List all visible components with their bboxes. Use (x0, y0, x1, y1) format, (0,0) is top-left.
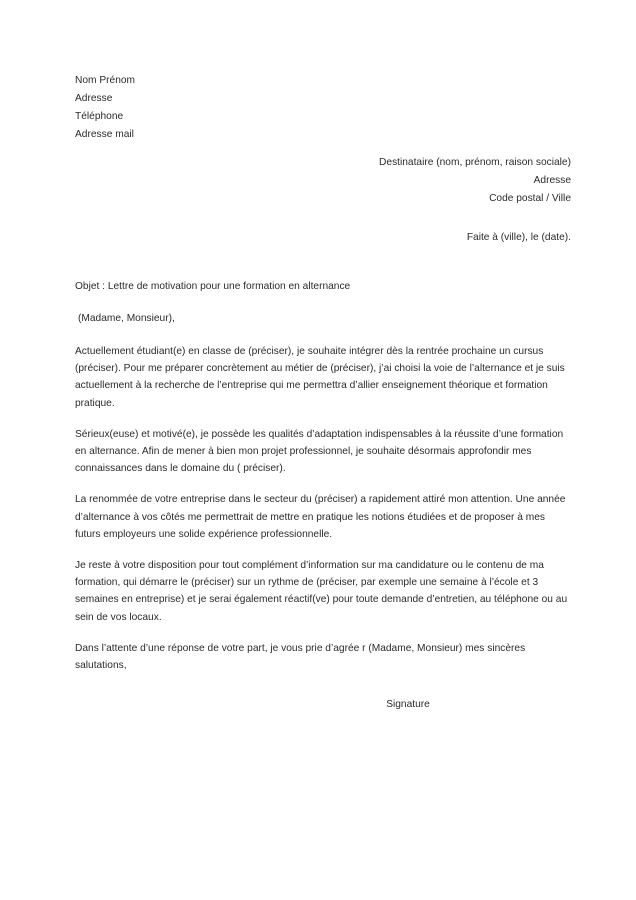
sender-address: Adresse (75, 93, 113, 104)
signature-label: Signature (386, 699, 430, 711)
letter-content (75, 72, 571, 713)
sender-name: Nom Prénom (75, 75, 136, 86)
body-paragraph: Dans l’attente d’une réponse de votre part, je vous prie d’agrée r (Madame, Monsieur) mes sincères salutations, (75, 642, 526, 672)
salutation-line: (Madame, Monsieur), (78, 313, 175, 324)
body-paragraph: La renommée de votre entreprise dans le secteur du (préciser) a rapidement attiré mon attention. Une année d’alternance à vos côtés me permettrait de mettre en pratique les notions étudiées et de proposer à mes futurs employeurs une solide expérience professionnelle. (75, 494, 566, 540)
letter-body (75, 343, 571, 674)
place-and-date: Faite à (ville), le (date). (466, 232, 571, 243)
recipient-address: Adresse (533, 175, 571, 186)
recipient-name: Destinataire (nom, prénom, raison sociale) (379, 157, 571, 168)
sender-phone: Téléphone (75, 111, 124, 122)
subject-line: Objet : Lettre de motivation pour une formation en alternance (75, 281, 351, 292)
body-paragraph: Sérieux(euse) et motivé(e), je possède les qualités d’adaptation indispensables à la réussite d’une formation en alternance. Afin de mener à bien mon projet professionnel, je souhaite désormais approfondir mes connaissances dans le domaine du ( préciser). (75, 428, 564, 475)
body-paragraph: Je reste à votre disposition pour tout complément d’information sur ma candidature ou le contenu de ma formation, qui démarre le (préciser) sur un rythme de (préciser, par exemple une semaine à l’école et 3 semaines en entreprise) et je serai également réactif(ve) pour toute demande d’entretien, au téléphone ou au sein de vos locaux. (75, 560, 568, 623)
body-paragraph: Actuellement étudiant(e) en classe de (préciser), je souhaite intégrer dès la rentrée prochaine un cursus (préciser). Pour me préparer concrètement au métier de (préciser), j’ai choisi la voie de l’alternance et je suis actuellement à la recherche de l’entreprise qui me permettra d’allier enseignement théorique et formation pratique. (75, 346, 565, 409)
recipient-postal-city: Code postal / Ville (489, 193, 571, 204)
sender-address-block (75, 72, 571, 144)
sender-email: Adresse mail (75, 129, 134, 140)
recipient-address-block (75, 154, 571, 208)
